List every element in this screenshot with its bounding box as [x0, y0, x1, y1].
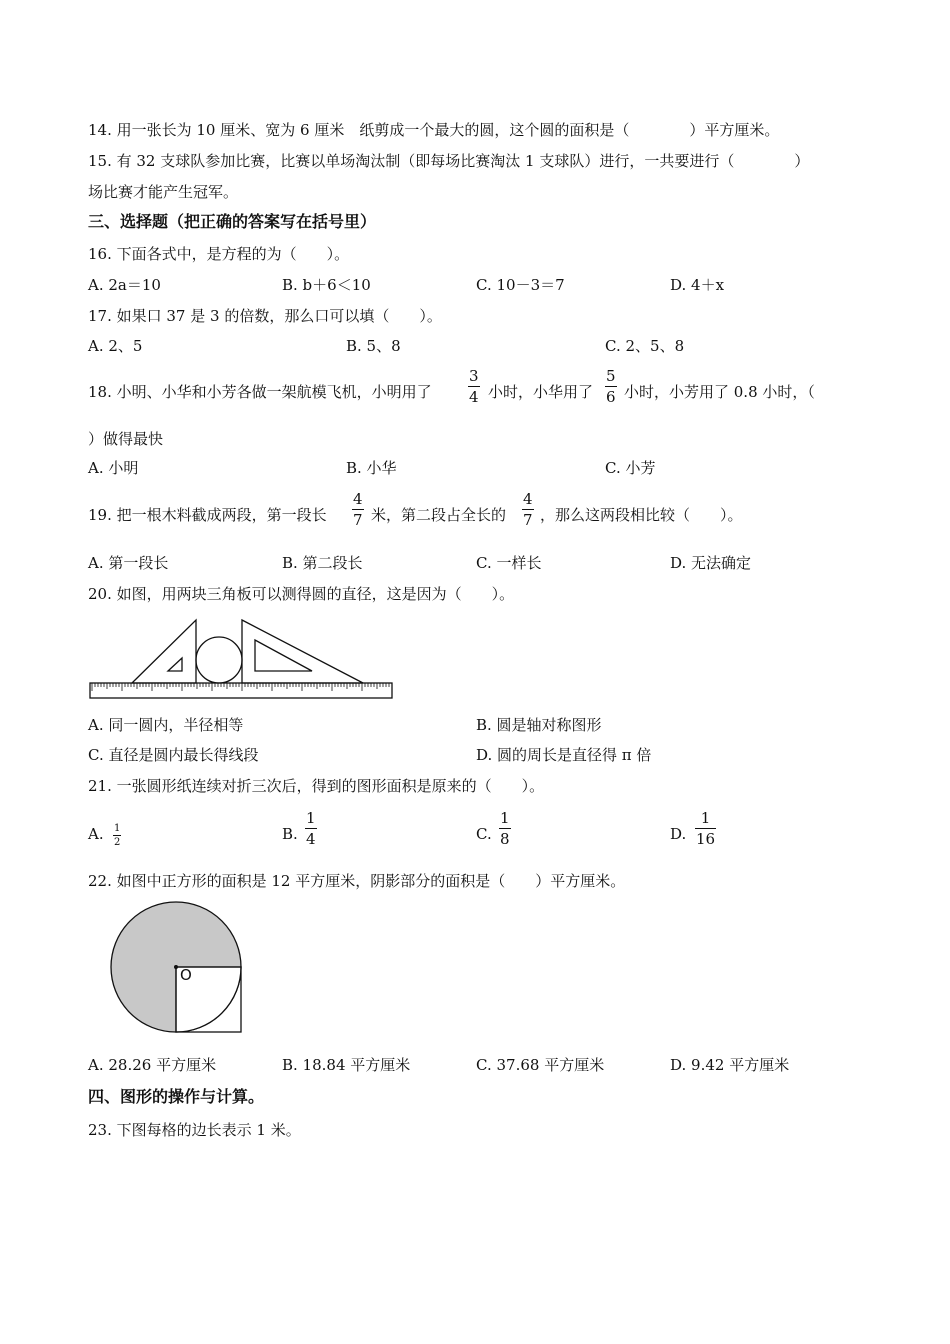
q21-option-a-fraction — [113, 823, 121, 848]
question-20-stem: 20. 如图，用两块三角板可以测得圆的直径，这是因为（ ）。 — [88, 585, 515, 603]
question-18-part2: 小时，小华用了 — [488, 383, 594, 401]
left-set-square — [132, 620, 196, 683]
measured-circle — [196, 637, 242, 683]
section-4-title: 四、图形的操作与计算。 — [88, 1087, 265, 1106]
question-15-line1: 15. 有 32 支球队参加比赛，比赛以单场淘汰制（即每场比赛淘汰 1 支球队）进行，一共要进行（ ） — [88, 152, 810, 170]
q21-option-c-fraction — [499, 809, 511, 848]
q21-option-d-letter: D. — [670, 825, 687, 843]
left-set-square-hole — [168, 658, 182, 671]
q21-b-numerator: 1 — [306, 809, 316, 827]
q21-option-c-letter: C. — [476, 825, 492, 843]
q18-option-c: C. 小芳 — [605, 459, 656, 477]
question-15-line2: 场比赛才能产生冠军。 — [88, 183, 239, 201]
q21-option-b-fraction — [305, 809, 317, 848]
question-17-stem: 17. 如果口 37 是 3 的倍数，那么口可以填（ ）。 — [88, 307, 442, 325]
q19-frac1-denominator: 7 — [353, 511, 363, 529]
q20-option-c: C. 直径是圆内最长得线段 — [88, 746, 259, 764]
q18-fraction-1 — [468, 367, 480, 406]
center-label-o: O — [180, 966, 192, 984]
triangle-rulers-figure — [88, 616, 396, 702]
q20-option-b: B. 圆是轴对称图形 — [476, 716, 602, 734]
question-14: 14. 用一张长为 10 厘米、宽为 6 厘米 纸剪成一个最大的圆，这个圆的面积是（ ）平方厘米。 — [88, 121, 780, 139]
q19-frac2-denominator: 7 — [523, 511, 533, 529]
q21-b-denominator: 4 — [306, 830, 316, 848]
circle-square-figure — [108, 900, 246, 1034]
q16-option-c: C. 10－3＝7 — [476, 276, 565, 294]
q19-option-c: C. 一样长 — [476, 554, 542, 572]
q21-a-denominator: 2 — [114, 837, 121, 848]
q18-option-a: A. 小明 — [88, 459, 139, 477]
q19-option-b: B. 第二段长 — [282, 554, 363, 572]
q20-option-a: A. 同一圆内，半径相等 — [88, 716, 244, 734]
q17-option-a: A. 2、5 — [88, 337, 143, 355]
q21-a-numerator: 1 — [114, 823, 121, 834]
q16-option-b: B. b＋6＜10 — [282, 276, 371, 294]
q17-option-c: C. 2、5、8 — [605, 337, 685, 355]
q21-c-numerator: 1 — [500, 809, 510, 827]
q18-frac2-denominator: 6 — [606, 388, 616, 406]
right-set-square-hole — [255, 640, 312, 671]
q19-frac2-numerator: 4 — [523, 490, 533, 508]
q16-option-a: A. 2a＝10 — [88, 276, 161, 294]
q19-option-d: D. 无法确定 — [670, 554, 752, 572]
q19-fraction-2 — [522, 490, 534, 529]
q21-option-a-letter: A. — [88, 825, 104, 843]
q18-fraction-2 — [605, 367, 617, 406]
question-18-part3: 小时，小芳用了 0.8 小时，（ — [624, 383, 815, 401]
question-23-stem: 23. 下图每格的边长表示 1 米。 — [88, 1121, 301, 1139]
question-22-stem: 22. 如图中正方形的面积是 12 平方厘米，阴影部分的面积是（ ）平方厘米。 — [88, 872, 626, 890]
question-19-part1: 19. 把一根木料截成两段，第一段长 — [88, 506, 327, 524]
center-point — [174, 965, 178, 969]
q19-option-a: A. 第一段长 — [88, 554, 169, 572]
q21-option-b-letter: B. — [282, 825, 298, 843]
q19-frac1-numerator: 4 — [353, 490, 363, 508]
q22-option-d: D. 9.42 平方厘米 — [670, 1056, 790, 1074]
question-18-part1: 18. 小明、小华和小芳各做一架航模飞机，小明用了 — [88, 383, 432, 401]
q18-frac1-denominator: 4 — [469, 388, 479, 406]
q18-frac2-numerator: 5 — [606, 367, 616, 385]
q21-d-numerator: 1 — [700, 809, 711, 827]
question-21-stem: 21. 一张圆形纸连续对折三次后，得到的图形面积是原来的（ ）。 — [88, 777, 545, 795]
q22-option-c: C. 37.68 平方厘米 — [476, 1056, 605, 1074]
q21-c-denominator: 8 — [500, 830, 510, 848]
question-18-line2: ）做得最快 — [88, 430, 164, 448]
section-3-title: 三、选择题（把正确的答案写在括号里） — [88, 212, 377, 231]
q19-fraction-1 — [352, 490, 364, 529]
q18-option-b: B. 小华 — [346, 459, 397, 477]
right-set-square — [242, 620, 363, 683]
q18-frac1-numerator: 3 — [469, 367, 479, 385]
question-16-stem: 16. 下面各式中，是方程的为（ ）。 — [88, 245, 350, 263]
q21-d-denominator: 16 — [696, 830, 716, 848]
question-19-part3: ，那么这两段相比较（ ）。 — [540, 506, 743, 524]
q16-option-d: D. 4＋x — [670, 276, 725, 294]
q20-option-d: D. 圆的周长是直径得 π 倍 — [476, 746, 652, 764]
question-19-part2: 米，第二段占全长的 — [371, 506, 507, 524]
q22-option-a: A. 28.26 平方厘米 — [88, 1056, 217, 1074]
q21-option-d-fraction — [695, 809, 716, 848]
q22-option-b: B. 18.84 平方厘米 — [282, 1056, 411, 1074]
q17-option-b: B. 5、8 — [346, 337, 401, 355]
